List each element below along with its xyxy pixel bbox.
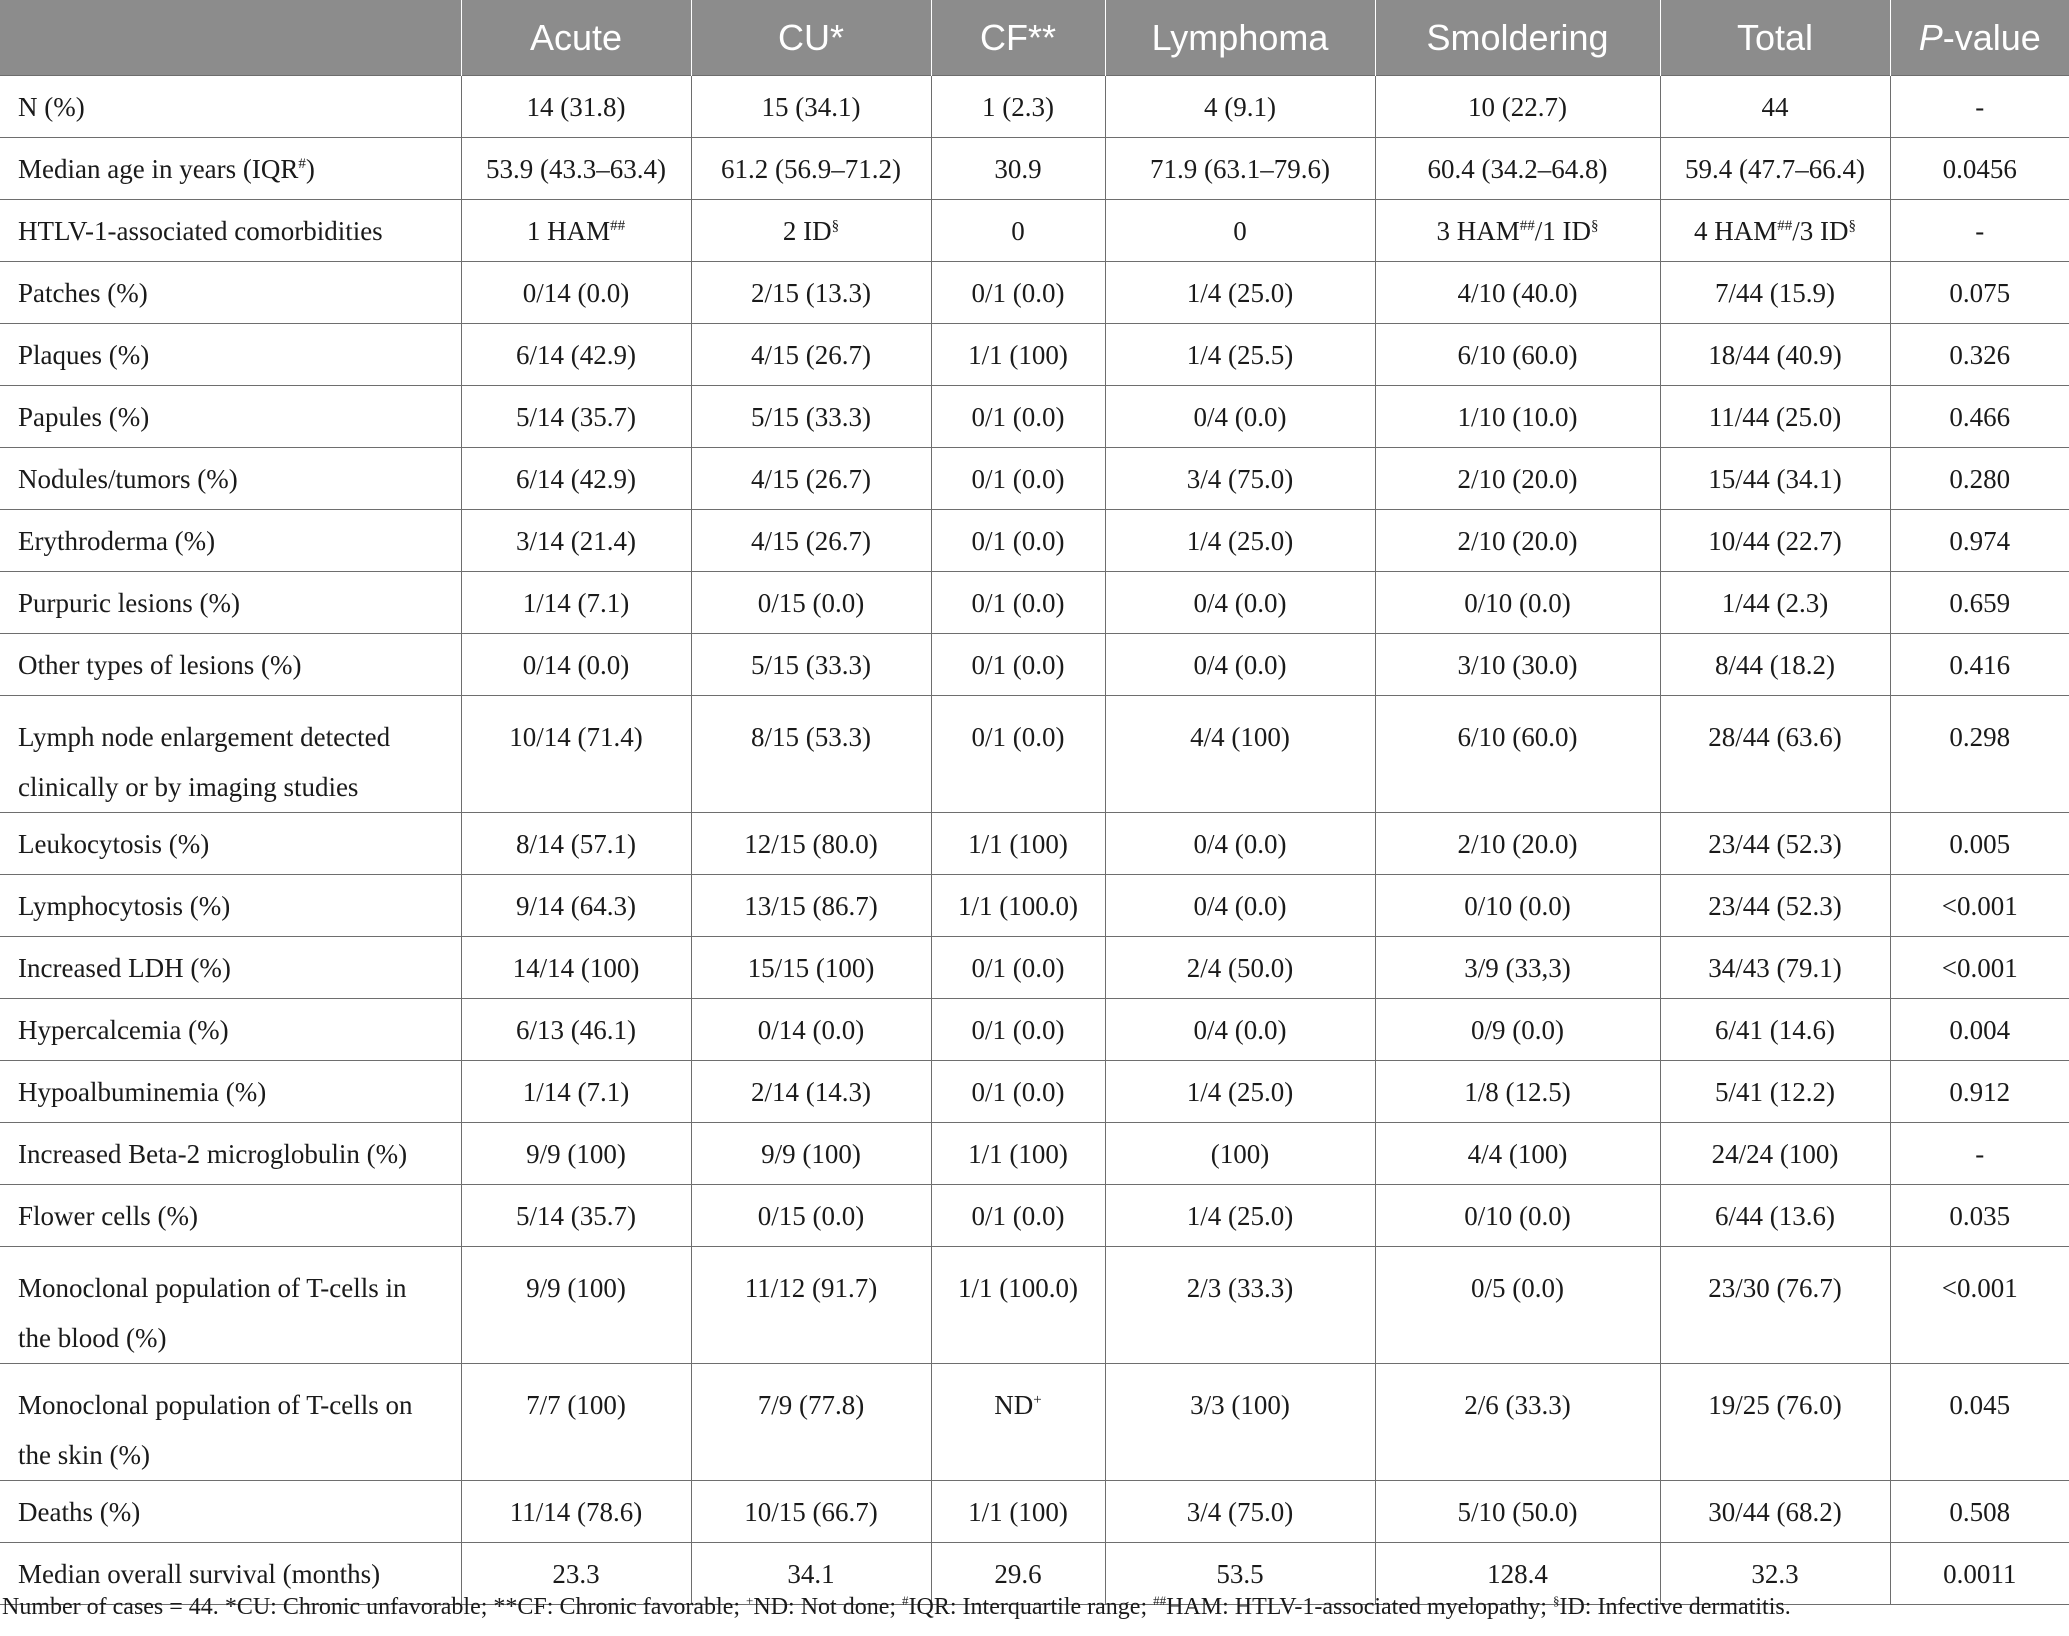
row-label: Hypercalcemia (%) [0, 999, 461, 1061]
table-cell: 8/15 (53.3) [691, 696, 931, 813]
table-cell: 59.4 (47.7–66.4) [1660, 138, 1890, 200]
table-cell: 0/1 (0.0) [931, 510, 1105, 572]
table-cell: 2/10 (20.0) [1375, 448, 1660, 510]
table-cell: 0/4 (0.0) [1105, 999, 1375, 1061]
table-cell: 7/9 (77.8) [691, 1364, 931, 1481]
table-row [0, 138, 2069, 200]
table-row [0, 572, 2069, 634]
row-label: Median age in years (IQR#) [0, 138, 461, 200]
header-acute: Acute [461, 0, 691, 76]
table-cell: 0/1 (0.0) [931, 937, 1105, 999]
table-cell: 0/4 (0.0) [1105, 634, 1375, 696]
table-row [0, 937, 2069, 999]
table-cell: 0/10 (0.0) [1375, 1185, 1660, 1247]
table-cell: 5/14 (35.7) [461, 1185, 691, 1247]
table-cell: 10/15 (66.7) [691, 1481, 931, 1543]
table-cell: 0/14 (0.0) [461, 634, 691, 696]
table-cell: 1/1 (100.0) [931, 875, 1105, 937]
table-cell: 0/4 (0.0) [1105, 813, 1375, 875]
table-cell: 8/44 (18.2) [1660, 634, 1890, 696]
table-cell: 0/1 (0.0) [931, 999, 1105, 1061]
table-cell: 0/1 (0.0) [931, 572, 1105, 634]
table-cell: 0/10 (0.0) [1375, 875, 1660, 937]
table-cell: 29.6 [931, 1543, 1105, 1605]
table-cell: 0.045 [1890, 1364, 2069, 1481]
row-label: HTLV-1-associated comorbidities [0, 200, 461, 262]
table-cell: 4 HAM##/3 ID§ [1660, 200, 1890, 262]
table-cell: <0.001 [1890, 875, 2069, 937]
table-cell: 10 (22.7) [1375, 76, 1660, 138]
table-cell: 0.035 [1890, 1185, 2069, 1247]
table-row [0, 1364, 2069, 1481]
table-cell: 0.280 [1890, 448, 2069, 510]
header-pvalue-suffix: -value [1942, 16, 2041, 58]
table-cell: 5/15 (33.3) [691, 634, 931, 696]
table-cell: 14/14 (100) [461, 937, 691, 999]
table-cell: 0/10 (0.0) [1375, 572, 1660, 634]
table-cell: 14 (31.8) [461, 76, 691, 138]
header-total: Total [1660, 0, 1890, 76]
table-cell: 3/4 (75.0) [1105, 448, 1375, 510]
table-cell: 7/7 (100) [461, 1364, 691, 1481]
table-cell: 23/44 (52.3) [1660, 875, 1890, 937]
table-cell: 2/15 (13.3) [691, 262, 931, 324]
table-row [0, 76, 2069, 138]
table-cell: 0.298 [1890, 696, 2069, 813]
table-cell: 19/25 (76.0) [1660, 1364, 1890, 1481]
row-label: Hypoalbuminemia (%) [0, 1061, 461, 1123]
header-smoldering: Smoldering [1375, 0, 1660, 76]
table-row [0, 634, 2069, 696]
table-cell: 2 ID§ [691, 200, 931, 262]
table-cell: 0/1 (0.0) [931, 1185, 1105, 1247]
table-cell: 0 [1105, 200, 1375, 262]
table-cell: <0.001 [1890, 1247, 2069, 1364]
table-row [0, 510, 2069, 572]
table-cell: 8/14 (57.1) [461, 813, 691, 875]
row-label: Deaths (%) [0, 1481, 461, 1543]
table-cell: 0.0011 [1890, 1543, 2069, 1605]
table-row [0, 1247, 2069, 1364]
table-cell: 1/1 (100) [931, 1481, 1105, 1543]
table-cell: 12/15 (80.0) [691, 813, 931, 875]
table-cell: 0.466 [1890, 386, 2069, 448]
table-row [0, 448, 2069, 510]
table-cell: 2/4 (50.0) [1105, 937, 1375, 999]
row-label: Increased Beta-2 microglobulin (%) [0, 1123, 461, 1185]
table-cell: 0.912 [1890, 1061, 2069, 1123]
table-row [0, 1481, 2069, 1543]
table-cell: 1/4 (25.0) [1105, 1185, 1375, 1247]
row-label: Flower cells (%) [0, 1185, 461, 1247]
table-cell: 2/10 (20.0) [1375, 813, 1660, 875]
table-cell: 1/4 (25.5) [1105, 324, 1375, 386]
table-cell: 1/4 (25.0) [1105, 1061, 1375, 1123]
table-cell: 4/4 (100) [1105, 696, 1375, 813]
header-cf: CF** [931, 0, 1105, 76]
table-cell: 0.659 [1890, 572, 2069, 634]
table-cell: 30/44 (68.2) [1660, 1481, 1890, 1543]
table-cell: 23/30 (76.7) [1660, 1247, 1890, 1364]
header-lymphoma: Lymphoma [1105, 0, 1375, 76]
header-pvalue [1890, 0, 2069, 76]
table-cell: - [1890, 76, 2069, 138]
row-label: Leukocytosis (%) [0, 813, 461, 875]
row-label: Monoclonal population of T-cells on the skin (%) [0, 1364, 461, 1481]
table-cell: 53.5 [1105, 1543, 1375, 1605]
table-cell: 4/15 (26.7) [691, 510, 931, 572]
table-cell: 23.3 [461, 1543, 691, 1605]
table-cell: 1/1 (100) [931, 1123, 1105, 1185]
row-label: Lymph node enlargement detected clinically or by imaging studies [0, 696, 461, 813]
table-cell: 1/1 (100.0) [931, 1247, 1105, 1364]
table-cell: 128.4 [1375, 1543, 1660, 1605]
table-row [0, 200, 2069, 262]
header-pvalue-p: P [1918, 16, 1943, 58]
table-cell: 1/14 (7.1) [461, 572, 691, 634]
table-cell: 10/44 (22.7) [1660, 510, 1890, 572]
table-cell: 2/3 (33.3) [1105, 1247, 1375, 1364]
table-cell: 4/4 (100) [1375, 1123, 1660, 1185]
table-cell: 11/14 (78.6) [461, 1481, 691, 1543]
table-cell: 9/9 (100) [691, 1123, 931, 1185]
table-row [0, 1061, 2069, 1123]
table-cell: 71.9 (63.1–79.6) [1105, 138, 1375, 200]
table-cell: 1/1 (100) [931, 324, 1105, 386]
row-label: N (%) [0, 76, 461, 138]
table-cell: 0/15 (0.0) [691, 572, 931, 634]
row-label: Other types of lesions (%) [0, 634, 461, 696]
table-cell: 34/43 (79.1) [1660, 937, 1890, 999]
table-cell: 61.2 (56.9–71.2) [691, 138, 931, 200]
table-cell: 53.9 (43.3–63.4) [461, 138, 691, 200]
table-cell: 0/9 (0.0) [1375, 999, 1660, 1061]
table-cell: 1 HAM## [461, 200, 691, 262]
table-cell: 15 (34.1) [691, 76, 931, 138]
table-cell: 0/4 (0.0) [1105, 875, 1375, 937]
table-cell: 6/10 (60.0) [1375, 696, 1660, 813]
table-row [0, 1123, 2069, 1185]
table-cell: 3 HAM##/1 ID§ [1375, 200, 1660, 262]
table-cell: <0.001 [1890, 937, 2069, 999]
table-cell: 44 [1660, 76, 1890, 138]
table-cell: 9/14 (64.3) [461, 875, 691, 937]
table-row [0, 875, 2069, 937]
table-cell: 0.0456 [1890, 138, 2069, 200]
table-cell: 0.416 [1890, 634, 2069, 696]
table-cell: 4/15 (26.7) [691, 448, 931, 510]
table-cell: 3/4 (75.0) [1105, 1481, 1375, 1543]
header-cu: CU* [691, 0, 931, 76]
table-cell: 4 (9.1) [1105, 76, 1375, 138]
table-cell: 6/14 (42.9) [461, 324, 691, 386]
table-cell: 5/15 (33.3) [691, 386, 931, 448]
table-cell: 1/44 (2.3) [1660, 572, 1890, 634]
table-header-row [0, 0, 2069, 76]
table-cell: 6/44 (13.6) [1660, 1185, 1890, 1247]
table-cell: 34.1 [691, 1543, 931, 1605]
table-cell: 30.9 [931, 138, 1105, 200]
table-cell: 0/4 (0.0) [1105, 572, 1375, 634]
row-label: Monoclonal population of T-cells in the blood (%) [0, 1247, 461, 1364]
table-cell: 0/1 (0.0) [931, 634, 1105, 696]
table-cell: (100) [1105, 1123, 1375, 1185]
table-cell: 0.326 [1890, 324, 2069, 386]
table-cell: 60.4 (34.2–64.8) [1375, 138, 1660, 200]
table-row [0, 1185, 2069, 1247]
table-row [0, 696, 2069, 813]
table-cell: 0 [931, 200, 1105, 262]
table-row [0, 999, 2069, 1061]
header-blank [0, 0, 461, 76]
table-cell: 13/15 (86.7) [691, 875, 931, 937]
table-cell: 0/1 (0.0) [931, 386, 1105, 448]
table-cell: 5/10 (50.0) [1375, 1481, 1660, 1543]
table-cell: 1/14 (7.1) [461, 1061, 691, 1123]
table-cell: 9/9 (100) [461, 1123, 691, 1185]
table-cell: 3/10 (30.0) [1375, 634, 1660, 696]
table-cell: 6/13 (46.1) [461, 999, 691, 1061]
table-cell: 28/44 (63.6) [1660, 696, 1890, 813]
table-cell: 0/1 (0.0) [931, 696, 1105, 813]
row-label: Purpuric lesions (%) [0, 572, 461, 634]
row-label: Median overall survival (months) [0, 1543, 461, 1605]
table-cell: 1/4 (25.0) [1105, 262, 1375, 324]
row-label: Papules (%) [0, 386, 461, 448]
table-cell: 1/8 (12.5) [1375, 1061, 1660, 1123]
table-cell: 0.974 [1890, 510, 2069, 572]
row-label: Erythroderma (%) [0, 510, 461, 572]
table-footnote: Number of cases = 44. *CU: Chronic unfavorable; **CF: Chronic favorable; +ND: Not done; #IQR: Interquartile range; ##HAM: HTLV-1-associated myelopathy; §ID: Infective dermatitis. [2, 1593, 1791, 1620]
table-cell: 11/12 (91.7) [691, 1247, 931, 1364]
table-cell: - [1890, 1123, 2069, 1185]
table-row [0, 262, 2069, 324]
table-cell: 0/14 (0.0) [691, 999, 931, 1061]
table-body [0, 76, 2069, 1605]
table-cell: 0.508 [1890, 1481, 2069, 1543]
table-cell: 6/41 (14.6) [1660, 999, 1890, 1061]
table-cell: 15/44 (34.1) [1660, 448, 1890, 510]
table-row [0, 386, 2069, 448]
table-cell: 0/1 (0.0) [931, 1061, 1105, 1123]
table-cell: 0/1 (0.0) [931, 448, 1105, 510]
table-cell: 9/9 (100) [461, 1247, 691, 1364]
table-cell: 5/14 (35.7) [461, 386, 691, 448]
row-label: Increased LDH (%) [0, 937, 461, 999]
table-cell: 4/10 (40.0) [1375, 262, 1660, 324]
table-cell: 10/14 (71.4) [461, 696, 691, 813]
table-cell: 1/4 (25.0) [1105, 510, 1375, 572]
table-cell: 1 (2.3) [931, 76, 1105, 138]
table-cell: 6/14 (42.9) [461, 448, 691, 510]
table-cell: 0/15 (0.0) [691, 1185, 931, 1247]
table-cell: 2/14 (14.3) [691, 1061, 931, 1123]
table-cell: 3/9 (33,3) [1375, 937, 1660, 999]
table-cell: 15/15 (100) [691, 937, 931, 999]
table-cell: 32.3 [1660, 1543, 1890, 1605]
table-cell: ND+ [931, 1364, 1105, 1481]
table-cell: 3/3 (100) [1105, 1364, 1375, 1481]
table-cell: 3/14 (21.4) [461, 510, 691, 572]
table-cell: 23/44 (52.3) [1660, 813, 1890, 875]
table-cell: 0/5 (0.0) [1375, 1247, 1660, 1364]
table-cell: 11/44 (25.0) [1660, 386, 1890, 448]
table-cell: 4/15 (26.7) [691, 324, 931, 386]
table-cell: 0/14 (0.0) [461, 262, 691, 324]
row-label: Plaques (%) [0, 324, 461, 386]
table-cell: - [1890, 200, 2069, 262]
table-cell: 0.075 [1890, 262, 2069, 324]
table-cell: 6/10 (60.0) [1375, 324, 1660, 386]
table-cell: 5/41 (12.2) [1660, 1061, 1890, 1123]
table-cell: 0.004 [1890, 999, 2069, 1061]
row-label: Patches (%) [0, 262, 461, 324]
table-cell: 24/24 (100) [1660, 1123, 1890, 1185]
table-cell: 0.005 [1890, 813, 2069, 875]
table-cell: 1/1 (100) [931, 813, 1105, 875]
table-row [0, 324, 2069, 386]
row-label: Nodules/tumors (%) [0, 448, 461, 510]
table-cell: 2/10 (20.0) [1375, 510, 1660, 572]
table-cell: 0/4 (0.0) [1105, 386, 1375, 448]
table-cell: 1/10 (10.0) [1375, 386, 1660, 448]
table-cell: 7/44 (15.9) [1660, 262, 1890, 324]
table-row [0, 813, 2069, 875]
table-cell: 0/1 (0.0) [931, 262, 1105, 324]
table-cell: 18/44 (40.9) [1660, 324, 1890, 386]
row-label: Lymphocytosis (%) [0, 875, 461, 937]
table-cell: 2/6 (33.3) [1375, 1364, 1660, 1481]
